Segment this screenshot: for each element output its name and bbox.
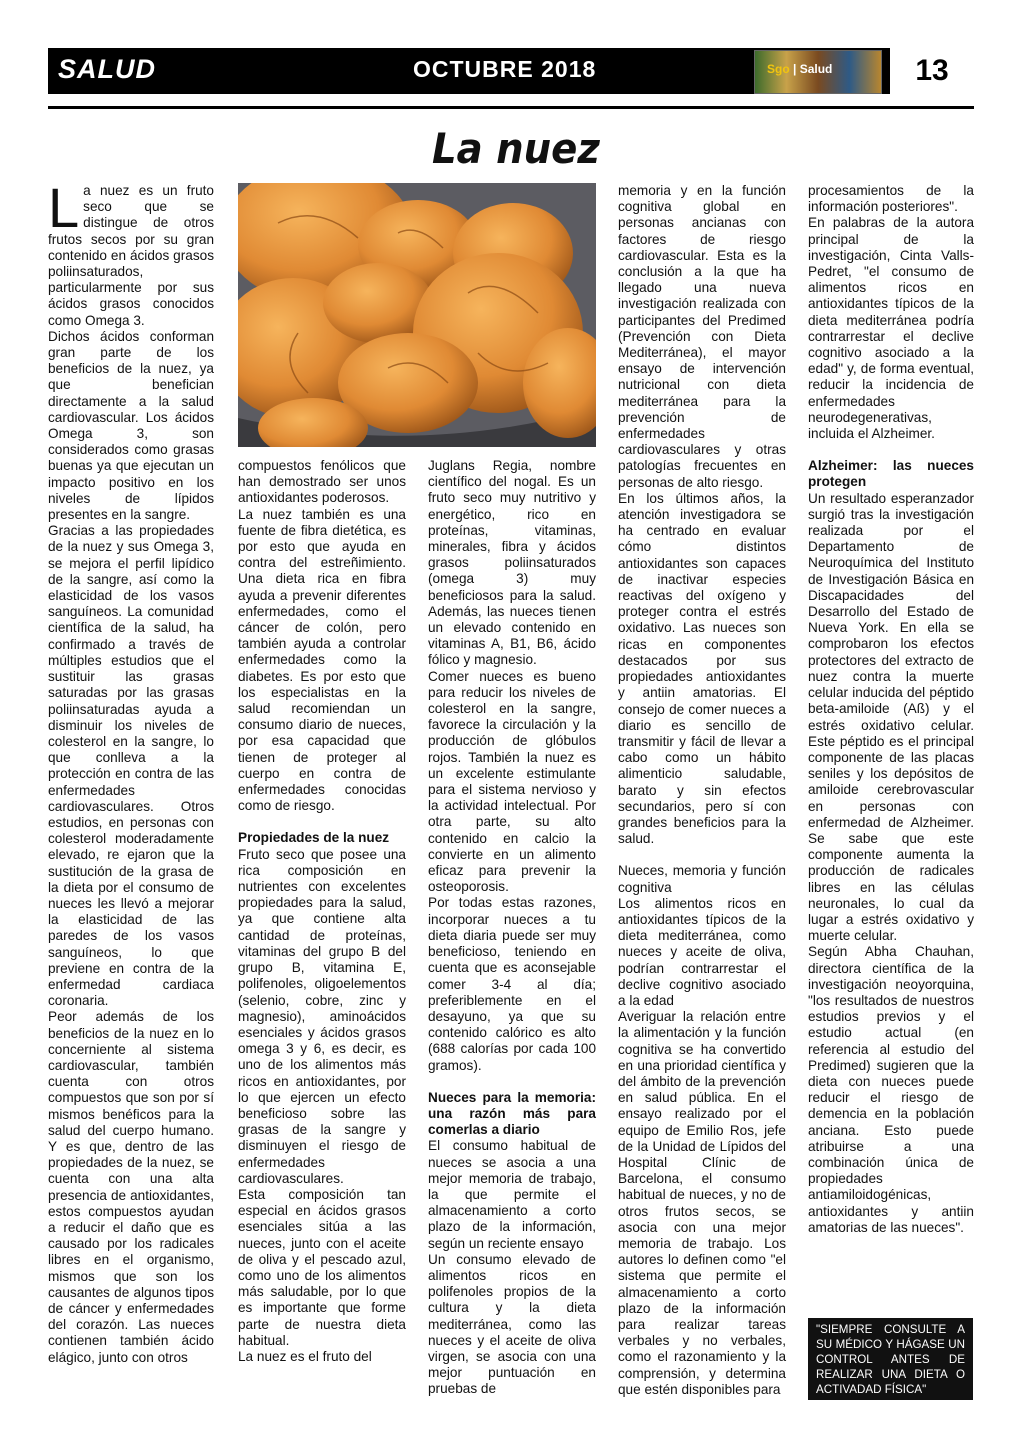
paragraph: La nuez también es una fuente de fibra dietética, es por esto que ayuda en contra del estreñimiento. Una dieta rica en fibra ayuda a prevenir diferentes enfermedades, como el cáncer de colón, pero también ayuda a controlar enfermedades como la diabetes. Es por esto que los especialistas en la salud recomiendan un consumo diario de nueces, por esa capacidad que tienen de proteger al cuerpo en contra de enfermedades conocidas como de riesgo.	[238, 506, 406, 814]
drop-cap: L	[48, 176, 80, 239]
paragraph: Según Abha Chauhan, directora científica de la investigación neoyorquina, "los resultados de nuestros estudios previos y el estudio actual (en referencia al estudio del Predimed) sugieren que la dieta con nueces puede reducir el riesgo de demencia en la población anciana. Esto puede atribuirse a una combinación única de propiedades antiamiloidogénicas, antioxidantes y antiin amatorias de las nueces".	[808, 944, 974, 1235]
page-header	[48, 48, 974, 94]
walnuts-illustration	[238, 183, 596, 447]
publication-logo	[754, 50, 882, 94]
paragraph: La nuez es el fruto del	[238, 1348, 372, 1364]
article-title: La nuez	[432, 124, 600, 173]
paragraph: En los últimos años, la atención investigadora se ha centrado en evaluar cómo distintos antioxidantes son capaces de inactivar especies reactivas del oxígeno y proteger contra el estrés oxidativo. Las nueces son ricas en componentes destacados por sus propiedades antioxidantes y antiin amatorias. El consejo de comer nueces a diario es sencillo de transmitir y fácil de llevar a cabo como un hábito alimenticio saludable, barato y sin efectos secundarios, pero sí con grandes beneficios para la salud.	[618, 490, 786, 847]
section-heading: Propiedades de la nuez	[238, 830, 390, 846]
paragraph: En palabras de la autora principal de la investigación, Cinta Valls-Pedret, "el consumo de alimentos ricos en antioxidantes típicos de la dieta mediterránea podría contrarrestar el declive cognitivo asociado a la edad" y, de forma eventual, reducir la incidencia de enfermedades neurodegenerativas, incluida el Alzheimer.	[808, 215, 974, 442]
paragraph: compuestos fenólicos que han demostrado ser unos antioxidantes poderosos.	[238, 458, 406, 506]
paragraph: Por todas estas razones, incorporar nueces a tu dieta diaria puede ser muy beneficioso, teniendo en cuenta que es aconsejable comer 3-4 al día; preferiblemente en el desayuno, ya que su contenido calórico es alto (688 calorías por cada 100 gramos).	[428, 895, 596, 1073]
article-column-5	[808, 183, 974, 1236]
paragraph: Gracias a las propiedades de la nuez y sus Omega 3, se mejora el perfil lipídico de la sangre, así como la elasticidad de los vasos sanguíneos. La comunidad científica de la salud, ha confirmado a través de múltiples estudios que el sustituir las grasas saturadas por las grasas poliinsaturadas ayuda a disminuir los niveles de colesterol en la sangre, lo que conlleva a la protección en contra de las enfermedades cardiovasculares. Otros estudios, en personas con colesterol moderadamente elevado, re ejaron que la sustitución de la grasa de la dieta por el consumo de nueces les llevó a mejorar la elasticidad de las paredes de los vasos sanguíneos, lo que previene en contra de la enfermedad cardiaca coronaria.	[48, 523, 214, 1009]
paragraph: Fruto seco que posee una rica composición en nutrientes con excelentes propiedades para la salud, ya que contiene alta cantidad de proteínas, vitaminas del grupo B del grupo B, vitamina E, polifenoles, oligoelementos (selenio, cobre, zinc y magnesio), aminoácidos esenciales y ácidos grasos omega 3 y 6, es decir, es uno de los alimentos más ricos en antioxidantes, por lo que ejercen un efecto beneficioso sobre las grasas de la sangre y disminuyen el riesgo de enfermedades cardiovasculares.	[238, 846, 406, 1186]
section-label: SALUD	[58, 54, 156, 84]
walnuts-photo	[238, 183, 596, 447]
header-rule	[48, 106, 974, 109]
paragraph: a nuez es un fruto seco que se distingue de otros frutos secos por su gran contenido en ácidos grasos poliinsaturados, particularmente por sus ácidos grasos conocidos como Omega 3.	[48, 183, 214, 328]
article-column-2	[238, 458, 406, 1365]
paragraph: Un consumo elevado de alimentos ricos en polifenoles propios de la cultura y la dieta mediterránea, como las nueces y el aceite de oliva virgen, se asocia con una mejor puntuación en pruebas de	[428, 1251, 596, 1397]
section-heading: Nueces, memoria y función cognitiva	[618, 863, 786, 895]
section-heading: Nueces para la memoria: una razón más para comerlas a diario	[428, 1089, 596, 1138]
issue-date: OCTUBRE 2018	[413, 56, 597, 82]
article-column-1	[48, 176, 214, 1366]
paragraph: procesamientos de la información posteriores".	[808, 183, 974, 215]
paragraph: Dichos ácidos conforman gran parte de los beneficios de la nuez, ya que benefician directamente a la salud cardiovascular. Los ácidos Omega 3, son considerados como grasas buenas ya que ejecutan un impacto positivo en los niveles de lípidos presentes en la sangre.	[48, 328, 214, 523]
article-column-3	[428, 458, 596, 1398]
page-number: 13	[890, 48, 974, 94]
paragraph: Esta composición tan especial en ácidos grasos esenciales sitúa a las nueces, junto con el aceite de oliva y el pescado azul, como uno de los alimentos más saludable, por lo que es importante que forme parte de nuestra dieta habitual.	[238, 1186, 406, 1348]
paragraph: Peor además de los beneficios de la nuez en lo concerniente al sistema cardiovascular, también cuenta con otros compuestos que son por sí mismos benéficos para la salud del cuerpo humano. Y es que, dentro de las propiedades de la nuez, se cuenta con una alta presencia de antioxidantes, estos compuestos ayudan a reducir el daño que es causado por los radicales libres en el organismo, mismos que son los causantes de algunos tipos de cáncer y enfermedades del corazón. Las nueces contienen también ácido elágico, junto con otros	[48, 1009, 214, 1365]
paragraph: El consumo habitual de nueces se asocia a una mejor memoria de trabajo, la que permite el almacenamiento a corto plazo de la información, según un reciente ensayo	[428, 1138, 596, 1251]
paragraph: Los alimentos ricos en antioxidantes típicos de la dieta mediterránea, como nueces y aceite de oliva, podrían contrarrestar el declive cognitivo asociado a la edad	[618, 895, 786, 1008]
paragraph: Un resultado esperanzador surgió tras la investigación realizada por el Departamento de Neuroquímica del Instituto de Investigación Básica en Discapacidades del Desarrollo del Estado de Nueva York. En ella se comprobaron los efectos protectores del extracto de nuez contra la muerte celular inducida del péptido beta-amiloide (Aß) y el estrés oxidativo celular. Este péptido es el principal componente de las placas seniles y los depósitos de amiloide cerebrovascular en personas con enfermedad de Alzheimer. Se sabe que este componente aumenta la producción de radicales libres en las células neuronales, lo cual da lugar a estrés oxidativo y muerte celular.	[808, 490, 974, 944]
medical-notice-box: "SIEMPRE CONSULTE A SU MÉDICO Y HÁGASE UN CONTROL ANTES DE REALIZAR UNA DIETA O ACTIVADAD FÍSICA"	[808, 1318, 973, 1400]
paragraph: Averiguar la relación entre la alimentación y la función cognitiva se ha convertido en una prioridad científica y del ámbito de la prevención en salud pública. En el ensayo realizado por el equipo de Emilio Ros, jefe de la Unidad de Lípidos del Hospital Clínic de Barcelona, el consumo habitual de nueces, y no de otros frutos secos, se asocia con una mejor memoria de trabajo. Los autores lo definen como "el sistema que permite el almacenamiento a corto plazo de la información para realizar tareas verbales y no verbales, como el razonamiento y la comprensión, y determina que estén disponibles para	[618, 1009, 786, 1397]
article-column-4	[618, 183, 786, 1398]
paragraph: Juglans Regia, nombre científico del nogal. Es un fruto seco muy nutritivo y energético, rico en proteínas, vitaminas, minerales, fibra y ácidos grasos poliinsaturados (omega 3) muy beneficiosos para la salud. Además, las nueces tienen un elevado contenido en vitaminas A, B1, B6, ácido fólico y magnesio.	[428, 458, 596, 668]
section-heading: Alzheimer: las nueces protegen	[808, 458, 974, 490]
logo-text: Sgo | Salud	[767, 62, 833, 76]
paragraph: memoria y en la función cognitiva global en personas ancianas con factores de riesgo cardiovascular. Esta es la conclusión a la que ha llegado una nueva investigación realizada con participantes del Predimed (Prevención con Dieta Mediterránea), el mayor ensayo de intervención nutricional con dieta mediterránea para la prevención de enfermedades cardiovasculares y otras patologías frecuentes en personas de alto riesgo.	[618, 183, 786, 490]
paragraph: Comer nueces es bueno para reducir los niveles de colesterol en la sangre, favorece la circulación y la producción de glóbulos rojos. También la nuez es un excelente estimulante para el sistema nervioso y la actividad intelectual. Por otra parte, su alto contenido en calcio la convierte en un alimento eficaz para prevenir la osteoporosis.	[428, 668, 596, 895]
